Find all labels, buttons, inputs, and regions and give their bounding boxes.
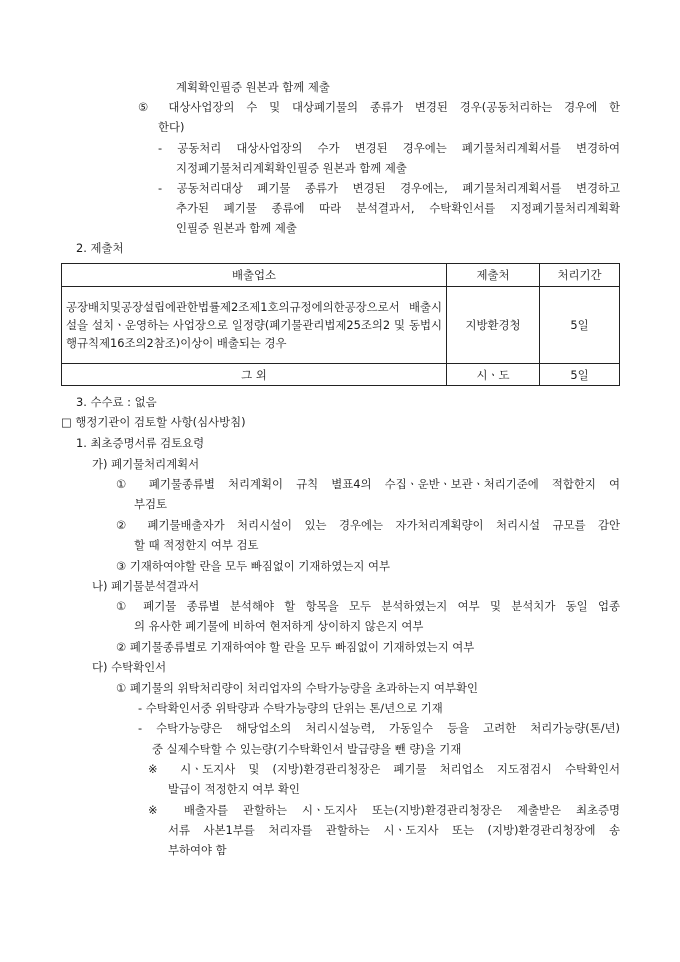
row-office: 시ㆍ도 [447,364,540,386]
table-row [62,364,620,386]
review-item: ③ 기재하여야할 란을 모두 빠짐없이 기재하였는지 여부 [116,559,391,573]
review-item: ① 폐기물종류별 처리계획이 규칙 별표4의 수집ㆍ운반ㆍ보관ㆍ처리기준에 적합한지 여 [116,477,620,491]
intro-line: 인필증 원본과 함께 제출 [176,221,297,235]
review-dash-item: - 수탁가능량은 해당업소의 처리시설능력, 가동일수 등을 고려한 처리가능량(톤/년) [138,721,620,735]
intro-line: 추가된 폐기물 종류에 따라 분석결과서, 수탁확인서를 지정폐기물처리계획확 [176,201,620,215]
submit-heading: 2. 제출처 [76,241,124,255]
row-category-text: 공장배치및공장설립에관한법률제2조제1호의규정에의한공장으로서 배출시설을 설치ㆍ운영하는 사업장으로 일정량(폐기물관리법제25조의2 및 동법시행규칙제16조의2참조)이상이 배출되는 경우 [66,300,442,350]
intro-line: 한다) [158,120,185,134]
review-subheading: 1. 최초증명서류 검토요령 [76,436,205,450]
row-category: 그 외 [62,364,447,386]
review-item: ② 폐기물종류별로 기재하여야 할 란을 모두 빠짐없이 기재하였는지 여부 [116,640,475,654]
review-note-cont: 발급이 적정한지 여부 확인 [168,782,300,796]
intro-dash-item: - 공동처리대상 폐기물 종류가 변경된 경우에는, 폐기물처리계획서를 변경하고 [158,181,620,195]
header-emitter: 배출업소 [62,264,447,287]
intro-item-5: ⑤ 대상사업장의 수 및 대상폐기물의 종류가 변경된 경우(공동처리하는 경우에 한 [138,100,620,114]
table-row [62,287,620,364]
review-note: ※ 배출자를 관할하는 시ㆍ도지사 또는(지방)환경관리청장은 제출받은 최초증명 [148,803,620,817]
review-item-cont: 할 때 적정한지 여부 검토 [134,538,259,552]
row-period: 5일 [540,287,620,364]
header-period: 처리기간 [540,264,620,287]
review-item: ① 폐기물 종류별 분석해야 할 항목을 모두 분석하였는지 여부 및 분석치가 동일 업종 [116,599,620,613]
intro-line: 계획확인필증 원본과 함께 제출 [176,80,330,94]
section-da-title: 다) 수탁확인서 [92,660,167,674]
review-note-cont: 부하여야 함 [168,843,227,857]
fee-line: 3. 수수료 : 없음 [76,395,157,409]
review-note: ※ 시ㆍ도지사 및 (지방)환경관리청장은 폐기물 처리업소 지도점검시 수탁확인서 [148,762,620,776]
review-item-cont: 부검토 [134,497,168,511]
intro-dash-item: - 공동처리 대상사업장의 수가 변경된 경우에는 폐기물처리계획서를 변경하여 [158,141,620,155]
submission-table [61,263,620,386]
review-dash-item: - 수탁확인서중 위탁량과 수탁가능량의 단위는 톤/년으로 기재 [138,701,443,715]
row-category-cell [62,287,447,364]
row-office: 지방환경청 [447,287,540,364]
review-heading: □ 행정기관이 검토할 사항(심사방침) [61,415,246,429]
intro-line: 지정폐기물처리계획확인필증 원본과 함께 제출 [176,161,407,175]
section-na-title: 나) 폐기물분석결과서 [92,579,200,593]
review-dash-cont: 중 실제수탁할 수 있는량(기수탁확인서 발급량을 뺀 량)을 기재 [152,742,462,756]
review-item: ① 폐기물의 위탁처리량이 처리업자의 수탁가능량을 초과하는지 여부확인 [116,681,479,695]
row-period: 5일 [540,364,620,386]
review-note-cont: 서류 사본1부를 처리자를 관할하는 시ㆍ도지사 또는 (지방)환경관리청장에 송 [168,823,620,837]
review-item: ② 폐기물배출자가 처리시설이 있는 경우에는 자가처리계획량이 처리시설 규모를 감안 [116,518,620,532]
section-ga-title: 가) 폐기물처리계획서 [92,457,200,471]
table-header-row [62,264,620,287]
review-item-cont: 의 유사한 폐기물에 비하여 현저하게 상이하지 않은지 여부 [134,619,424,633]
header-office: 제출처 [447,264,540,287]
